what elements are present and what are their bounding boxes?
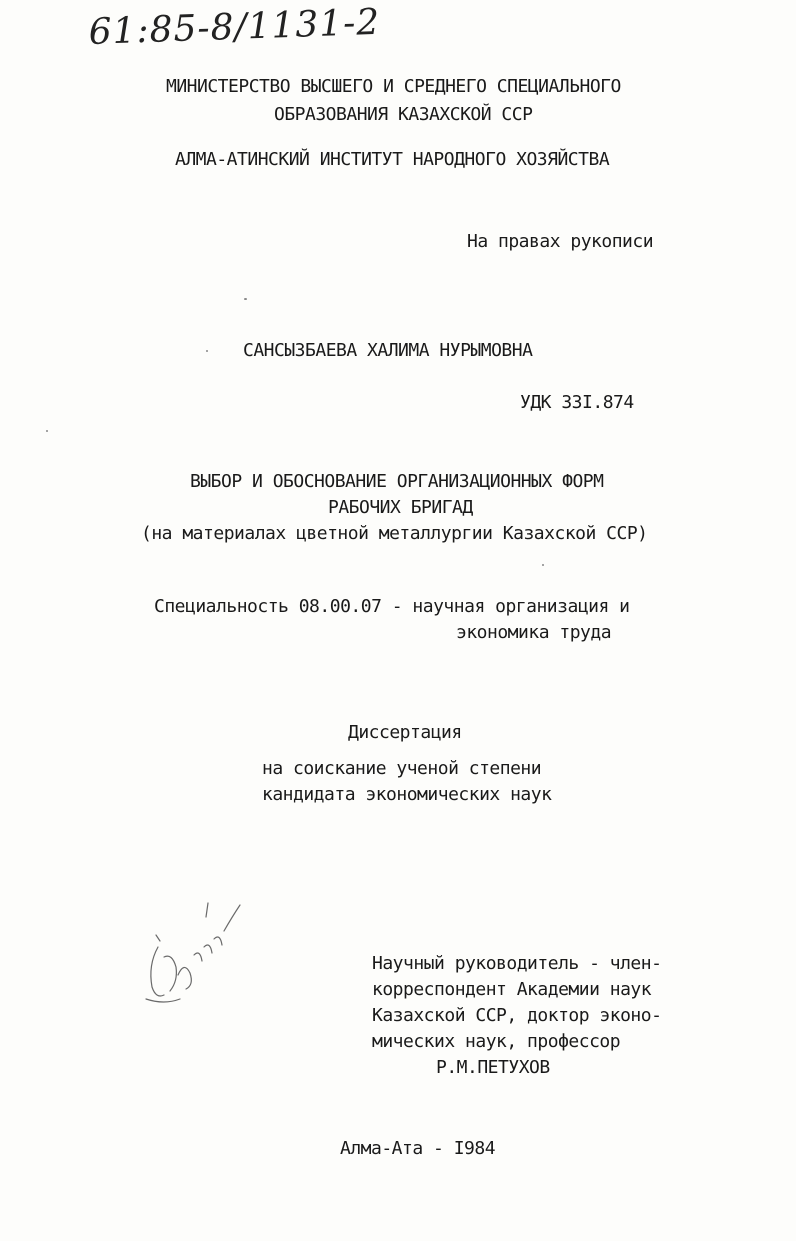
title-subtitle: (на материалах цветной металлургии Казахской ССР) [141, 523, 648, 544]
archive-code-handwritten: 61:85-8/1131-2 [88, 1, 381, 53]
supervisor-name: Р.М.ПЕТУХОВ [436, 1057, 550, 1078]
manuscript-rights: На правах рукописи [467, 231, 654, 252]
title-line-1: ВЫБОР И ОБОСНОВАНИЕ ОРГАНИЗАЦИОННЫХ ФОРМ [190, 471, 604, 492]
scan-speck [244, 298, 247, 300]
supervisor-line-1: Научный руководитель - член- [372, 953, 662, 974]
title-line-2: РАБОЧИХ БРИГАД [328, 497, 473, 518]
ministry-line-1: МИНИСТЕРСТВО ВЫСШЕГО И СРЕДНЕГО СПЕЦИАЛЬНОГО [166, 76, 621, 97]
dissertation-label: Диссертация [348, 722, 462, 743]
ministry-line-2: ОБРАЗОВАНИЯ КАЗАХСКОЙ ССР [274, 104, 533, 125]
institute-name: АЛМА-АТИНСКИЙ ИНСТИТУТ НАРОДНОГО ХОЗЯЙСТВА [175, 149, 610, 170]
udc-code: УДК 33I.874 [520, 392, 634, 413]
city-year: Алма-Ата - I984 [340, 1138, 496, 1159]
scan-speck [206, 350, 208, 352]
signature-mark [128, 895, 258, 1025]
author-name: САНСЫЗБАЕВА ХАЛИМА НУРЫМОВНА [243, 340, 533, 361]
degree-line-2: кандидата экономических наук [262, 784, 552, 805]
scan-speck [46, 430, 48, 432]
degree-line-1: на соискание ученой степени [262, 758, 542, 779]
supervisor-line-3: Казахской ССР, доктор эконо- [372, 1005, 662, 1026]
specialty-line-2: экономика труда [456, 622, 612, 643]
scan-speck [542, 564, 544, 566]
specialty-line-1: Специальность 08.00.07 - научная организация и [154, 596, 630, 617]
supervisor-line-4: мических наук, профессор [372, 1031, 621, 1052]
supervisor-line-2: корреспондент Академии наук [372, 979, 652, 1000]
